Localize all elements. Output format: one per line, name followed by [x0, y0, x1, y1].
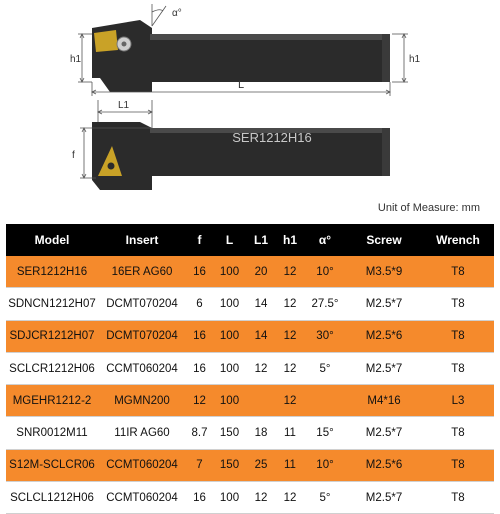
cell-insert: CCMT060204 [98, 449, 186, 481]
cell-model: SCLCL1212H06 [6, 482, 98, 514]
tool-drawing [0, 0, 500, 200]
cell-L: 100 [213, 256, 246, 288]
table-row [6, 417, 494, 449]
col-header-alpha: α° [304, 224, 346, 256]
cell-wrench: T8 [422, 482, 494, 514]
cell-h1: 12 [276, 320, 304, 352]
cell-wrench: T8 [422, 320, 494, 352]
cell-wrench: L3 [422, 385, 494, 417]
cell-L1: 18 [246, 417, 276, 449]
cell-alpha: 27.5° [304, 288, 346, 320]
cell-h1: 12 [276, 482, 304, 514]
table-row [6, 256, 494, 288]
cell-h1: 12 [276, 352, 304, 384]
cell-screw: M2.5*6 [346, 320, 422, 352]
cell-insert: DCMT070204 [98, 320, 186, 352]
cell-L: 100 [213, 352, 246, 384]
dimension-alpha [152, 4, 166, 26]
cell-L: 100 [213, 482, 246, 514]
insert-icon [94, 30, 118, 52]
cell-L1: 14 [246, 288, 276, 320]
cell-insert: DCMT070204 [98, 288, 186, 320]
col-header-screw: Screw [346, 224, 422, 256]
label-h1-left: h1 [70, 54, 82, 65]
cell-L1: 14 [246, 320, 276, 352]
col-header-wrench: Wrench [422, 224, 494, 256]
cell-wrench: T8 [422, 256, 494, 288]
cell-h1: 11 [276, 449, 304, 481]
label-f: f [72, 150, 75, 161]
cell-L: 150 [213, 449, 246, 481]
cell-h1: 12 [276, 256, 304, 288]
cell-screw: M2.5*6 [346, 449, 422, 481]
cell-screw: M2.5*7 [346, 482, 422, 514]
cell-L1 [246, 385, 276, 417]
cell-alpha: 5° [304, 482, 346, 514]
cell-wrench: T8 [422, 417, 494, 449]
table-row [6, 449, 494, 481]
cell-f: 16 [186, 256, 213, 288]
cell-alpha: 5° [304, 352, 346, 384]
cell-screw: M2.5*7 [346, 288, 422, 320]
cell-insert: 11IR AG60 [98, 417, 186, 449]
cell-model: SNR0012M11 [6, 417, 98, 449]
cell-f: 16 [186, 320, 213, 352]
table-row [6, 482, 494, 514]
cell-L: 100 [213, 288, 246, 320]
shank-model-label: SER1212H16 [232, 130, 312, 145]
spec-table [6, 224, 494, 514]
table-row [6, 320, 494, 352]
col-header-L1: L1 [246, 224, 276, 256]
cell-f: 16 [186, 352, 213, 384]
cell-model: SER1212H16 [6, 256, 98, 288]
cell-screw: M3.5*9 [346, 256, 422, 288]
cell-alpha: 10° [304, 256, 346, 288]
table-header-row [6, 224, 494, 256]
table-row [6, 288, 494, 320]
label-alpha: α° [172, 8, 182, 19]
cell-alpha: 10° [304, 449, 346, 481]
cell-L1: 12 [246, 352, 276, 384]
cell-alpha: 15° [304, 417, 346, 449]
dimension-h1-right [392, 34, 408, 82]
cell-insert: CCMT060204 [98, 352, 186, 384]
unit-of-measure: Unit of Measure: mm [377, 202, 480, 214]
cell-insert: MGMN200 [98, 385, 186, 417]
cell-alpha: 30° [304, 320, 346, 352]
cell-h1: 12 [276, 385, 304, 417]
col-header-h1: h1 [276, 224, 304, 256]
cell-wrench: T8 [422, 288, 494, 320]
label-L1: L1 [118, 100, 130, 111]
cell-L: 100 [213, 320, 246, 352]
cell-L1: 20 [246, 256, 276, 288]
label-L: L [238, 79, 245, 91]
cell-screw: M4*16 [346, 385, 422, 417]
cell-f: 16 [186, 482, 213, 514]
cell-wrench: T8 [422, 352, 494, 384]
label-h1-right: h1 [409, 54, 421, 65]
table-row [6, 352, 494, 384]
cell-h1: 11 [276, 417, 304, 449]
cell-h1: 12 [276, 288, 304, 320]
cell-screw: M2.5*7 [346, 352, 422, 384]
table-row [6, 385, 494, 417]
cell-f: 6 [186, 288, 213, 320]
cell-L: 100 [213, 385, 246, 417]
cell-f: 7 [186, 449, 213, 481]
col-header-L: L [213, 224, 246, 256]
cell-screw: M2.5*7 [346, 417, 422, 449]
cell-model: SCLCR1212H06 [6, 352, 98, 384]
cell-f: 12 [186, 385, 213, 417]
cell-model: S12M-SCLCR06 [6, 449, 98, 481]
cell-model: SDNCN1212H07 [6, 288, 98, 320]
cell-L1: 12 [246, 482, 276, 514]
cell-wrench: T8 [422, 449, 494, 481]
col-header-model: Model [6, 224, 98, 256]
cell-insert: CCMT060204 [98, 482, 186, 514]
cell-L: 150 [213, 417, 246, 449]
cell-insert: 16ER AG60 [98, 256, 186, 288]
cell-model: SDJCR1212H07 [6, 320, 98, 352]
col-header-insert: Insert [98, 224, 186, 256]
cell-alpha [304, 385, 346, 417]
col-header-f: f [186, 224, 213, 256]
cell-L1: 25 [246, 449, 276, 481]
cell-f: 8.7 [186, 417, 213, 449]
cell-model: MGEHR1212-2 [6, 385, 98, 417]
